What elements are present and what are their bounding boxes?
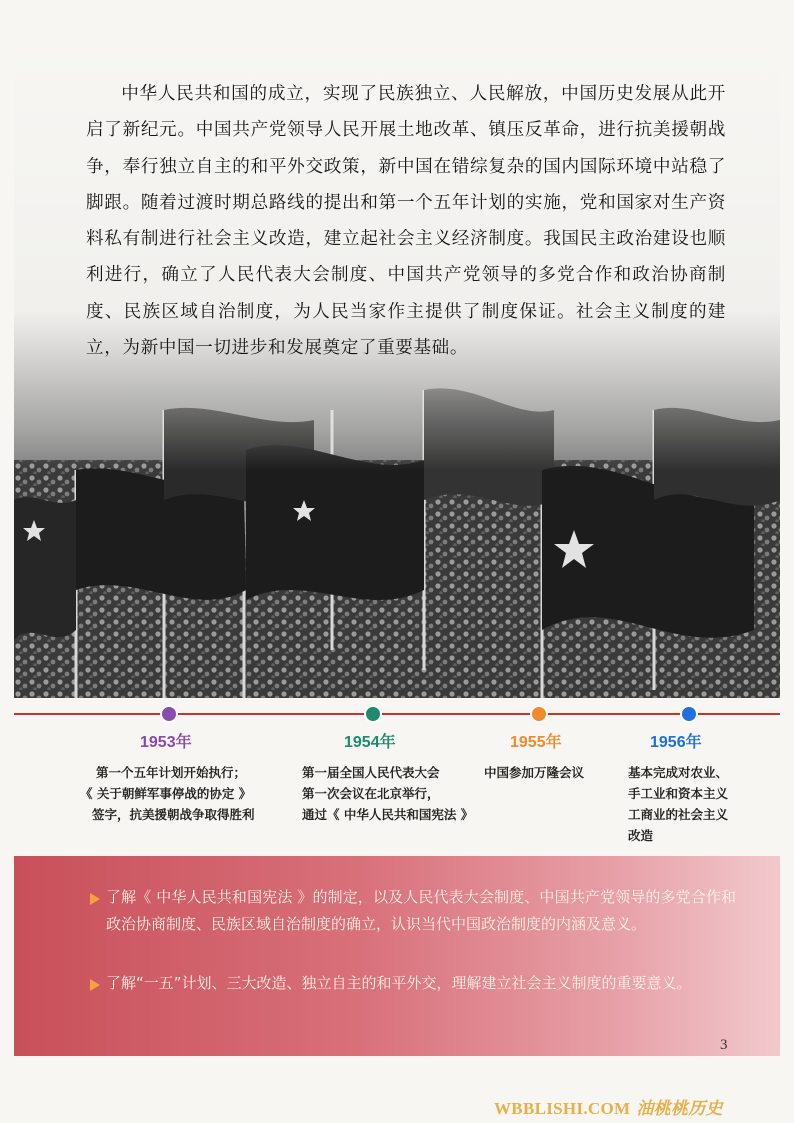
timeline-desc-line: 工商业的社会主义 (628, 807, 729, 822)
timeline-year-1955: 1955年 (510, 734, 562, 751)
timeline-year-1954: 1954年 (344, 734, 396, 751)
watermark-script: 油桃桃历史 (636, 1099, 723, 1118)
intro-paragraph: 中华人民共和国的成立，实现了民族独立、人民解放，中国历史发展从此开启了新纪元。中国共产党领导人民开展土地改革、镇压反革命，进行抗美援朝战争，奉行独立自主的和平外交政策，新中国在错综复杂的国内国际环境中站稳了脚跟。随着过渡时期总路线的提出和第一个五年计划的实施，党和国家对生产资料私有制进行社会主义改造，建立起社会主义经济制度。我国民主政治建设也顺利进行，确立了人民代表大会制度、中国共产党领导的多党合作和政治协商制度、民族区域自治制度，为人民当家作主提供了制度保证。社会主义制度的建立，为新中国一切进步和发展奠定了重要基础。 (86, 84, 726, 359)
timeline-desc-line: 第一次会议在北京举行， (302, 786, 440, 801)
timeline-desc-line: 《 关于朝鲜军事停战的协定 》 (80, 786, 252, 801)
timeline-line (14, 713, 780, 715)
timeline-desc-1956 (628, 762, 728, 846)
learning-objectives-box (14, 856, 780, 1056)
timeline-desc-line: 改造 (628, 828, 654, 843)
timeline-dot-1955 (530, 705, 548, 723)
triangle-bullet-icon (90, 893, 100, 905)
timeline-dot-1953 (160, 705, 178, 723)
objective-item: 了解“一五”计划、三大改造、独立自主的和平外交，理解建立社会主义制度的重要意义。 (106, 974, 692, 992)
timeline-desc-line: 基本完成对农业、 (628, 765, 729, 780)
timeline-year-1953: 1953年 (140, 734, 192, 751)
watermark-site: WBBLISHI.COM (494, 1099, 631, 1118)
objective-item: 了解《 中华人民共和国宪法 》的制定，以及人民代表大会制度、中国共产党领导的多党合作和政治协商制度、民族区域自治制度的确立，认识当代中国政治制度的内涵及意义。 (106, 888, 736, 933)
timeline-desc-line: 中国参加万隆会议 (484, 765, 585, 780)
timeline-dot-1956 (680, 705, 698, 723)
timeline-desc-line: 第一个五年计划开始执行； (96, 765, 247, 780)
timeline-year-1956: 1956年 (650, 734, 702, 751)
timeline-desc-line: 通过《 中华人民共和国宪法 》 (302, 807, 474, 822)
watermark (494, 1094, 723, 1119)
page-number: 3 (720, 1037, 728, 1053)
timeline-desc-1953 (80, 762, 255, 825)
timeline-desc-line: 签字，抗美援朝战争取得胜利 (92, 807, 255, 822)
timeline-desc-line: 手工业和资本主义 (628, 786, 729, 801)
timeline-desc-1954 (302, 762, 473, 825)
timeline-desc-1955 (484, 762, 584, 783)
timeline-desc-line: 第一届全国人民代表大会 (302, 765, 440, 780)
triangle-bullet-icon (90, 979, 100, 991)
timeline-dot-1954 (364, 705, 382, 723)
